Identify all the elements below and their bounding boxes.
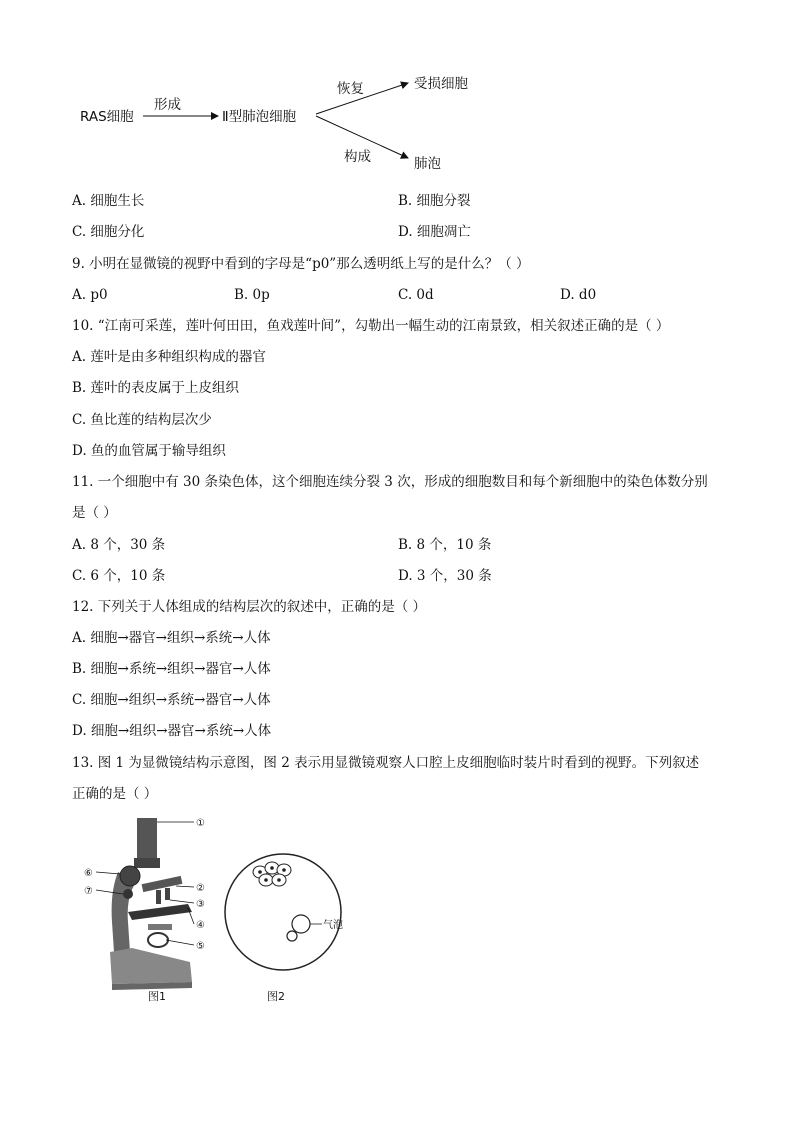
q12-stem: 12. 下列关于人体组成的结构层次的叙述中，正确的是（ ） xyxy=(72,599,427,615)
bubble-label: 气泡 xyxy=(323,920,343,931)
q12-option-d: D. 细胞→组织→器官→系统→人体 xyxy=(72,723,272,739)
cell-flow-diagram xyxy=(0,60,794,180)
eyepiece xyxy=(137,818,157,860)
marker-1: ① xyxy=(196,818,205,829)
q8-option-b: B. 细胞分裂 xyxy=(398,193,471,209)
q10-option-a: A. 莲叶是由多种组织构成的器官 xyxy=(72,349,266,365)
q12-option-a: A. 细胞→器官→组织→系统→人体 xyxy=(72,630,271,646)
marker-6: ⑥ xyxy=(84,868,93,879)
q11-option-b: B. 8 个，10 条 xyxy=(398,537,492,553)
q8-option-d: D. 细胞凋亡 xyxy=(398,224,471,240)
coarse-focus-knob xyxy=(120,866,140,886)
q9-option-d: D. d0 xyxy=(560,287,597,303)
q8-option-c: C. 细胞分化 xyxy=(72,224,145,240)
q13-figures xyxy=(70,812,370,1012)
q10-stem: 10. “江南可采莲，莲叶何田田，鱼戏莲叶间”，勾勒出一幅生动的江南景致，相关叙述正确的是（ ） xyxy=(72,318,670,334)
q12-option-c: C. 细胞→组织→系统→器官→人体 xyxy=(72,692,271,708)
q13-stem-line2: 正确的是（ ） xyxy=(72,786,158,802)
label-compose: 构成 xyxy=(344,149,371,165)
fine-focus-knob xyxy=(123,889,133,899)
q10-option-b: B. 莲叶的表皮属于上皮组织 xyxy=(72,380,240,396)
q10-option-d: D. 鱼的血管属于输导组织 xyxy=(72,443,226,459)
nosepiece xyxy=(142,876,183,892)
q11-option-d: D. 3 个，30 条 xyxy=(398,568,492,584)
node-ras-cell: RAS细胞 xyxy=(80,109,134,125)
q9-option-b: B. 0p xyxy=(234,287,270,303)
q10-option-c: C. 鱼比莲的结构层次少 xyxy=(72,412,212,428)
q11-stem-line2: 是（ ） xyxy=(72,505,117,521)
q9-option-c: C. 0d xyxy=(398,287,434,303)
objective-1 xyxy=(156,890,161,904)
field-of-view xyxy=(225,854,341,970)
node-alveolus: 肺泡 xyxy=(414,156,441,172)
diaphragm xyxy=(148,924,172,930)
label-form: 形成 xyxy=(154,97,181,113)
microscope-illustration xyxy=(96,818,194,990)
marker-3: ③ xyxy=(196,899,205,910)
microscope-base xyxy=(110,948,192,984)
q13-stem-line1: 13. 图 1 为显微镜结构示意图，图 2 表示用显微镜观察人口腔上皮细胞临时装片时看到的视野。下列叙述 xyxy=(72,755,700,771)
marker-5: ⑤ xyxy=(196,941,205,952)
fig2-caption: 图2 xyxy=(267,990,285,1003)
stage xyxy=(128,904,192,920)
marker-4: ④ xyxy=(196,920,205,931)
objective-2 xyxy=(165,888,170,900)
marker-2: ② xyxy=(196,883,205,894)
label-recover: 恢复 xyxy=(337,81,364,97)
fig1-caption: 图1 xyxy=(148,990,166,1003)
lens-barrel xyxy=(134,858,160,868)
q11-stem-line1: 11. 一个细胞中有 30 条染色体，这个细胞连续分裂 3 次，形成的细胞数目和每个新细胞中的染色体数分别 xyxy=(72,474,708,490)
q11-option-a: A. 8 个，30 条 xyxy=(72,537,166,553)
q11-option-c: C. 6 个，10 条 xyxy=(72,568,166,584)
q12-option-b: B. 细胞→系统→组织→器官→人体 xyxy=(72,661,271,677)
mirror xyxy=(148,933,168,947)
q9-stem: 9. 小明在显微镜的视野中看到的字母是“p0”那么透明纸上写的是什么？（ ） xyxy=(72,256,530,272)
marker-7: ⑦ xyxy=(84,886,93,897)
node-type2-alveolar-cell: Ⅱ型肺泡细胞 xyxy=(222,109,297,125)
q9-option-a: A. p0 xyxy=(72,287,108,303)
node-damaged-cell: 受损细胞 xyxy=(414,76,468,92)
q8-option-a: A. 细胞生长 xyxy=(72,193,145,209)
